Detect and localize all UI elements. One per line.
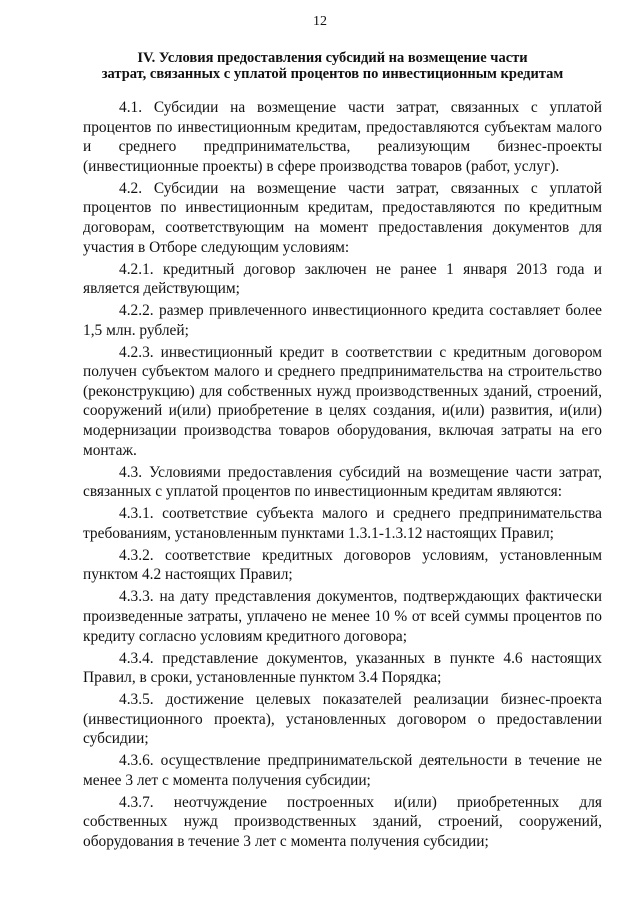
paragraph-4-3-6: 4.3.6. осуществление предпринимательской деятельности в течение не менее 3 лет с момента получения субсидии; <box>83 752 602 789</box>
paragraph-4-3-1: 4.3.1. соответствие субъекта малого и среднего предпринимательства требованиям, установленным пунктами 1.3.1-1.3.12 настоящих Правил; <box>83 505 602 542</box>
paragraph-4-3-4: 4.3.4. представление документов, указанных в пункте 4.6 настоящих Правил, в сроки, установленные пунктом 3.4 Порядка; <box>83 649 602 687</box>
paragraph-4-2-1: 4.2.1. кредитный договор заключен не ранее 1 января 2013 года и является действующим; <box>83 260 602 298</box>
section-heading-line-1: IV. Условия предоставления субсидий на возмещение части <box>137 50 528 66</box>
paragraph-4-3-5: 4.3.5. достижение целевых показателей реализации бизнес-проекта (инвестиционного проекта), установленных договором о предоставлении субсидии; <box>83 691 602 748</box>
paragraph-4-2-3: 4.2.3. инвестиционный кредит в соответствии с кредитным договором получен субъектом малого и среднего предпринимательства на строительство (реконструкцию) для собственных нужд производственных зданий, строений, сооружений и(или) приобретение в целях создания, и(или) развития, и(или) модернизации производства товаров оборудования, включая затраты на его монтаж. <box>83 343 602 459</box>
page-number: 12 <box>313 14 327 29</box>
section-heading <box>80 50 585 82</box>
paragraph-4-3-7: 4.3.7. неотчуждение построенных и(или) приобретенных для собственных нужд производственных зданий, строений, сооружений, оборудования в течение 3 лет с момента получения субсидии; <box>83 793 602 851</box>
paragraph-4-3-2: 4.3.2. соответствие кредитных договоров условиям, установленным пунктом 4.2 настоящих Правил; <box>83 546 602 584</box>
section-heading-line-2: затрат, связанных с уплатой процентов по инвестиционным кредитам <box>101 66 564 82</box>
paragraph-4-2-2: 4.2.2. размер привлеченного инвестиционного кредита составляет более 1,5 млн. рублей; <box>83 302 602 339</box>
paragraph-4-3: 4.3. Условиями предоставления субсидий на возмещение части затрат, связанных с уплатой процентов по инвестиционным кредитам являются: <box>83 463 602 501</box>
paragraph-4-3-3: 4.3.3. на дату представления документов, подтверждающих фактически произведенные затраты, уплачено не менее 10 % от всей суммы процентов по кредиту согласно условиям кредитного договора; <box>83 588 602 645</box>
paragraph-4-2: 4.2. Субсидии на возмещение части затрат, связанных с уплатой процентов по инвестиционным кредитам, предоставляются по кредитным договорам, соответствующим на момент предоставления документов для участия в Отборе следующим условиям: <box>83 179 602 256</box>
paragraph-4-1: 4.1. Субсидии на возмещение части затрат, связанных с уплатой процентов по инвестиционным кредитам, предоставляются субъектам малого и среднего предпринимательства, реализующим бизнес-проекты (инвестиционные проекты) в сфере производства товаров (работ, услуг). <box>83 99 602 175</box>
body-text <box>83 98 602 854</box>
